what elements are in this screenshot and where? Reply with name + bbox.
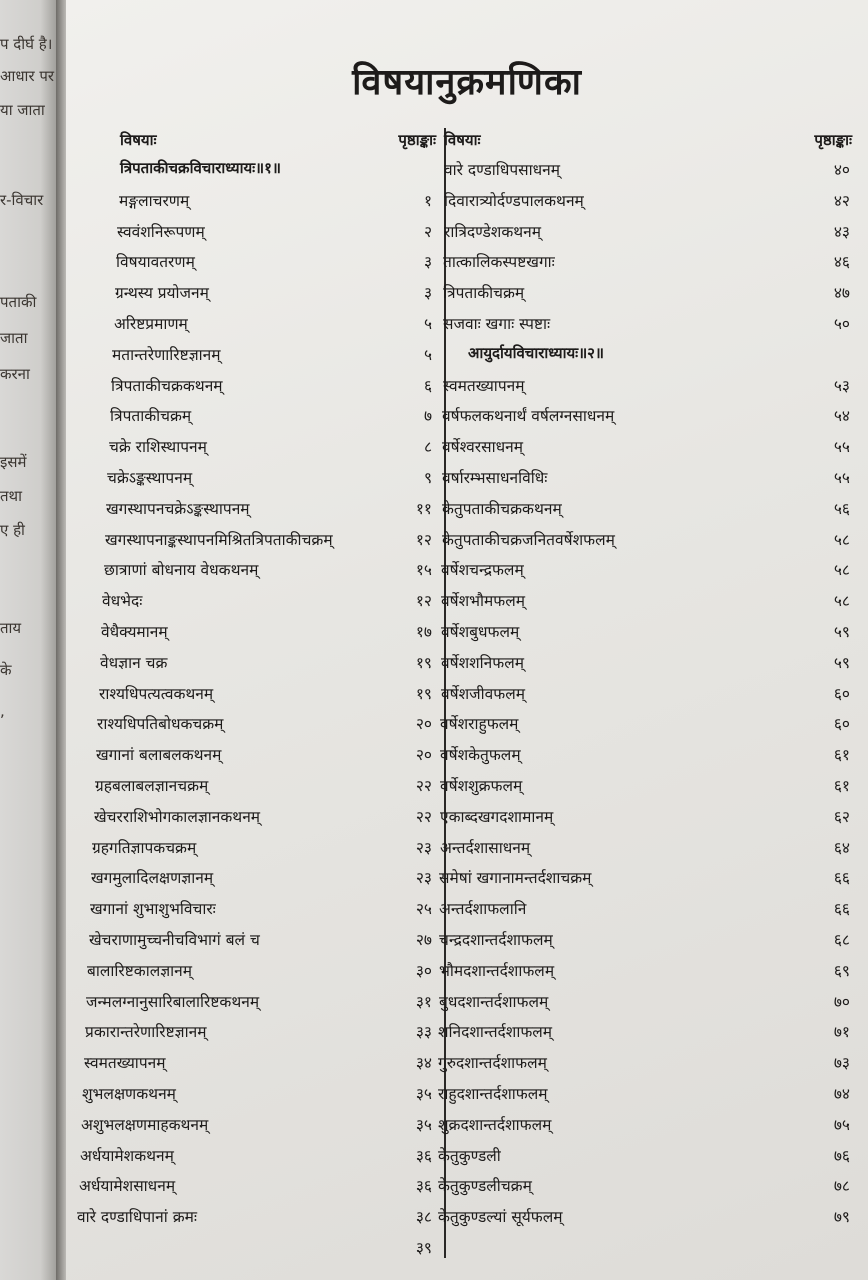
toc-entry [74,462,440,493]
entry-title: राश्यधिपतिबोधकचक्रम् [97,715,224,734]
facing-page-text-fragment: र-विचार [0,191,44,209]
facing-page-text-fragment: या जाता [0,101,45,119]
toc-entry [438,585,858,616]
entry-title: शुक्रदशान्तर्दशाफलम् [438,1115,552,1134]
entry-page-number: २० [415,715,432,734]
entry-page-number: ५९ [833,653,850,672]
toc-entry [74,986,440,1017]
entry-title: वर्षेशबुधफलम् [441,622,520,641]
entry-title: खगस्थापनाङ्कस्थापनमिश्रितत्रिपताकीचक्रम् [105,530,333,549]
entry-page-number: २३ [415,869,432,888]
entry-page-number: १७ [415,622,432,641]
toc-entry [74,400,440,431]
entry-title: वर्षारम्भसाधनविधिः [442,468,548,487]
entry-title: वर्षेशकेतुफलम् [440,746,521,765]
toc-entry [438,308,858,339]
entry-page-number: २२ [415,807,432,826]
facing-page-text-fragment: के [0,661,12,679]
entry-title: एकाब्दखगदशामानम् [440,807,554,826]
entry-title: त्रिपताकीचक्रविचाराध्यायः॥१॥ [120,159,281,177]
entry-page-number: ३१ [415,992,432,1011]
toc-entry [438,678,858,709]
page-number-header: पृष्ठाङ्काः [398,131,436,149]
entry-title: स्वमतख्यापनम् [84,1054,166,1073]
entry-title: प्रकारान्तरेणारिष्टज्ञानम् [85,1023,207,1042]
entry-title: वर्षेशभौमफलम् [441,592,526,611]
entry-page-number: ५४ [833,407,850,426]
entry-page-number: ३५ [415,1084,432,1103]
column-header [438,130,858,154]
toc-entry [74,1078,440,1109]
entry-page-number: ७० [833,992,850,1011]
subject-header: विषयाः [444,131,481,149]
entry-page-number: ६६ [833,869,850,888]
toc-entry [438,462,858,493]
entry-page-number: ७३ [833,1054,850,1073]
entry-page-number: ४७ [833,284,850,303]
facing-page-text-fragment: जाता [0,329,28,347]
entry-page-number: १९ [415,684,432,703]
facing-page-text-fragment: इसमें [0,453,27,471]
entry-title: वारे दण्डाधिपानां क्रमः [77,1208,198,1227]
toc-entry [74,955,440,986]
entry-title: वेधज्ञान चक्र [100,653,168,672]
toc-entry [74,277,440,308]
entry-page-number: ७ [423,407,432,426]
entry-title: तात्कालिकस्पष्टखगाः [443,253,555,272]
entry-page-number: २३ [415,838,432,857]
facing-page-text-fragment: करना [0,365,30,383]
facing-page-text-fragment: प दीर्घ है। [0,35,53,53]
facing-page-text-fragment: आधार पर [0,67,54,85]
entry-page-number: १२ [415,592,432,611]
contents-page [66,0,868,1280]
toc-entry [74,308,440,339]
toc-entry [74,862,440,893]
entry-page-number: १९ [415,653,432,672]
contents-column-right [438,130,858,1232]
entry-title: राश्यधिपत्यत्वकथनम् [99,684,214,703]
facing-page-text-fragment: , [0,702,5,720]
toc-entry [438,1109,858,1140]
entry-title: बालारिष्टकालज्ञानम् [87,961,193,980]
toc-entry [74,1109,440,1140]
entry-page-number: ५० [833,314,850,333]
subject-header: विषयाः [120,131,157,149]
entry-title: अर्धयामेशकथनम् [80,1146,174,1165]
entry-page-number: ३३ [415,1023,432,1042]
entry-title: गुरुदशान्तर्दशाफलम् [438,1054,547,1073]
entry-title: वर्षेशशुक्रफलम् [440,776,523,795]
toc-entry [438,1140,858,1171]
toc-entry [438,1047,858,1078]
entry-title: भौमदशान्तर्दशाफलम् [439,961,555,980]
toc-entry [74,924,440,955]
entry-title: छात्राणां बोधनाय वेधकथनम् [104,561,259,580]
toc-entry [438,955,858,986]
entry-page-number: १२ [415,530,432,549]
entry-page-number: १ [423,191,432,210]
entry-title: त्रिपताकीचक्रम् [110,407,192,426]
toc-entry [74,1232,440,1263]
entry-page-number: ३० [415,961,432,980]
toc-entry [438,400,858,431]
entry-title: वर्षेशराहुफलम् [440,715,519,734]
entry-page-number: ३५ [415,1115,432,1134]
entry-title: शनिदशान्तर्दशाफलम् [438,1023,553,1042]
toc-entry [438,708,858,739]
toc-entry [74,1140,440,1171]
entry-page-number: ७४ [833,1084,850,1103]
entry-page-number: ५ [423,345,432,364]
entry-title: केतुकुण्डल्यां सूर्यफलम् [438,1208,563,1227]
entry-title: राहुदशान्तर्दशाफलम् [438,1084,548,1103]
toc-entry [438,554,858,585]
entry-page-number: ४६ [833,253,850,272]
entry-page-number: ७८ [833,1177,850,1196]
facing-page-text-fragment: ताय [0,619,22,637]
toc-entry [74,616,440,647]
entry-title: आयुर्दायविचाराध्यायः॥२॥ [468,343,604,362]
toc-entry [438,246,858,277]
toc-entry [74,770,440,801]
entry-title: केतुपताकीचक्रकथनम् [442,499,562,518]
entry-page-number: ५६ [833,499,850,518]
entry-title: दिवारात्र्योर्दण्डपालकथनम् [444,191,584,210]
entry-title: अन्तर्दशाफलानि [439,900,527,919]
entry-page-number: ३६ [415,1146,432,1165]
entry-title: शुभलक्षणकथनम् [82,1084,176,1103]
toc-entry [74,1047,440,1078]
entry-page-number: ३ [423,284,432,303]
entry-page-number: ३६ [415,1177,432,1196]
entry-title: त्रिपताकीचक्रकथनम् [111,376,223,395]
entry-title: मङ्गलाचरणम् [119,191,190,210]
toc-entry [74,801,440,832]
entry-page-number: ६९ [833,961,850,980]
entry-title: विषयावतरणम् [116,253,195,272]
toc-entry [438,216,858,247]
entry-page-number: ६० [833,715,850,734]
toc-entry [438,801,858,832]
entry-page-number: २ [423,222,432,241]
toc-entry [438,1170,858,1201]
entry-page-number: ३८ [415,1208,432,1227]
toc-entry [74,246,440,277]
entry-page-number: ५८ [833,592,850,611]
entry-title: स्ववंशनिरूपणम् [117,222,205,241]
entry-title: केतुकुण्डली [438,1146,501,1165]
entry-title: सजवाः खगाः स्पष्टाः [443,314,551,333]
entry-page-number: ९ [423,468,432,487]
toc-entry [438,185,858,216]
toc-entry [74,216,440,247]
entry-page-number: ३९ [415,1238,432,1257]
entry-page-number: २५ [415,900,432,919]
entry-page-number: ४२ [833,191,850,210]
entry-page-number: ६ [423,376,432,395]
entry-page-number: ६६ [833,900,850,919]
facing-page-text-fragment: तथा [0,487,23,505]
contents-column-left [74,130,440,1263]
entry-page-number: ५९ [833,622,850,641]
entry-title: ग्रहगतिज्ञापकचक्रम् [92,838,197,857]
entry-page-number: २० [415,746,432,765]
entry-page-number: ५३ [833,376,850,395]
toc-entry [74,585,440,616]
entry-page-number: ११ [415,499,432,518]
entry-title: केतुकुण्डलीचक्रम् [438,1177,532,1196]
toc-entry [438,647,858,678]
toc-entry [438,493,858,524]
entry-title: जन्मलग्नानुसारिबालारिष्टकथनम् [86,992,260,1011]
entry-title: वर्षफलकथनार्थं वर्षलग्नसाधनम् [442,407,615,426]
entry-page-number: ६२ [833,807,850,826]
entry-page-number: ७१ [833,1023,850,1042]
entry-page-number: ७९ [833,1208,850,1227]
entry-page-number: ४३ [833,222,850,241]
entry-page-number: १५ [415,561,432,580]
entry-page-number: ७५ [833,1115,850,1134]
toc-entry [74,739,440,770]
toc-entry [438,986,858,1017]
toc-entry [438,277,858,308]
entry-title: बुधदशान्तर्दशाफलम् [439,992,549,1011]
toc-entry [74,339,440,370]
facing-page-text-fragment: ए ही [0,521,25,539]
entry-page-number: ३४ [415,1054,432,1073]
toc-entry [74,370,440,401]
toc-entry [438,370,858,401]
entry-title: वेधभेदः [102,592,143,611]
entry-title: ग्रहबलाबलज्ञानचक्रम् [95,776,209,795]
entry-title: खगस्थापनचक्रेऽङ्कस्थापनम् [106,499,250,518]
entry-title: स्वमतख्यापनम् [443,376,525,395]
entry-page-number: ६१ [833,776,850,795]
entry-page-number: ५ [423,314,432,333]
toc-entry [438,1016,858,1047]
entry-page-number: २२ [415,776,432,795]
toc-entry [438,1201,858,1232]
entry-title: वेधैक्यमानम् [101,622,168,641]
toc-entry [438,154,858,185]
toc-entry [74,893,440,924]
entry-title: चन्द्रदशान्तर्दशाफलम् [439,930,553,949]
toc-entry [74,554,440,585]
entry-title: वारे दण्डाधिपसाधनम् [444,161,561,179]
entry-title: चक्रेऽङ्कस्थापनम् [107,468,193,487]
entry-page-number: ५८ [833,561,850,580]
toc-entry [438,893,858,924]
toc-entry [74,832,440,863]
entry-title: खगानां बलाबलकथनम् [96,746,222,765]
page-title: विषयानुक्रमणिका [352,62,582,103]
toc-entry [74,1016,440,1047]
toc-entry [74,1201,440,1232]
entry-page-number: ५५ [833,468,850,487]
entry-title: खगमुलादिलक्षणज्ञानम् [91,869,214,888]
entry-page-number: ५८ [833,530,850,549]
toc-entry [438,524,858,555]
entry-title: वर्षेशजीवफलम् [441,684,525,703]
entry-title: मतान्तरेणारिष्टज्ञानम् [112,345,221,364]
entry-page-number: ६० [833,684,850,703]
entry-title: वर्षेश्वरसाधनम् [442,438,524,457]
page-number-header: पृष्ठाङ्काः [814,131,852,149]
entry-title: खेचराणामुच्चनीचविभागं बलं च [89,930,260,949]
entry-title: वर्षेशशनिफलम् [441,653,525,672]
entry-title: अन्तर्दशासाधनम् [440,838,531,857]
toc-entry [74,185,440,216]
entry-title: अरिष्टप्रमाणम् [114,314,188,333]
facing-page-edge [0,0,58,1280]
toc-entry [438,739,858,770]
entry-title: त्रिपताकीचक्रम् [443,284,525,303]
entry-page-number: ८ [423,438,432,457]
entry-title: समेषां खगानामन्तर्दशाचक्रम् [439,869,592,888]
entry-page-number: ६८ [833,930,850,949]
entry-title: ग्रन्थस्य प्रयोजनम् [115,284,209,303]
entry-page-number: ७६ [833,1146,850,1165]
toc-entry [74,647,440,678]
toc-entry [74,708,440,739]
entry-page-number: ६४ [833,838,850,857]
toc-entry [438,431,858,462]
toc-entry [438,616,858,647]
toc-entry [74,524,440,555]
entry-title: चक्रे राशिस्थापनम् [109,438,207,457]
toc-entry [438,862,858,893]
entry-page-number: २७ [415,930,432,949]
entry-title: अर्धयामेशसाधनम् [79,1177,176,1196]
chapter-heading [438,339,858,370]
toc-entry [438,1078,858,1109]
entry-title: खेचरराशिभोगकालज्ञानकथनम् [94,807,261,826]
toc-entry [438,832,858,863]
entry-page-number: ६१ [833,746,850,765]
chapter-heading [74,154,440,185]
toc-entry [74,678,440,709]
entry-page-number: ३ [423,253,432,272]
column-header [74,130,440,154]
toc-entry [438,924,858,955]
entry-page-number: ५५ [833,438,850,457]
entry-title: रात्रिदण्डेशकथनम् [444,222,542,241]
entry-title: वर्षेशचन्द्रफलम् [441,561,524,580]
entry-title: खगानां शुभाशुभविचारः [90,900,216,919]
entry-title: अशुभलक्षणमाहकथनम् [81,1115,209,1134]
toc-entry [74,493,440,524]
entry-title: केतुपताकीचक्रजनितवर्षेशफलम् [442,530,615,549]
toc-entry [74,1170,440,1201]
entry-page-number: ४० [833,161,850,179]
toc-entry [74,431,440,462]
toc-entry [438,770,858,801]
facing-page-text-fragment: पताकी [0,293,37,311]
